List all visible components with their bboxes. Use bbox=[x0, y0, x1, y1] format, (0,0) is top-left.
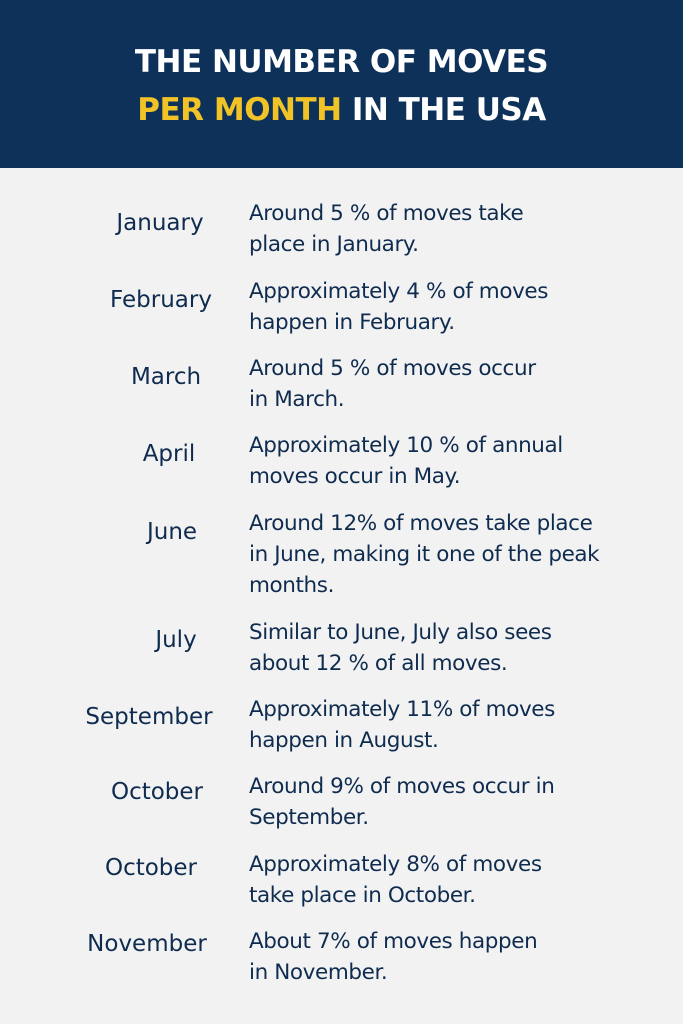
description-line: Similar to June, July also sees bbox=[249, 620, 552, 645]
month-label: October bbox=[104, 855, 198, 881]
description-line: in March. bbox=[249, 387, 345, 412]
description-line: Around 9% of moves occur in bbox=[249, 774, 555, 799]
description-line: take place in October. bbox=[249, 883, 476, 908]
month-label: January bbox=[116, 210, 204, 236]
description-line: September. bbox=[249, 805, 369, 830]
description-line: Approximately 8% of moves bbox=[249, 852, 542, 877]
header-banner bbox=[0, 0, 683, 168]
description-line: months. bbox=[249, 573, 335, 598]
description-line: in November. bbox=[249, 960, 388, 985]
month-description bbox=[249, 508, 649, 601]
month-description bbox=[249, 430, 649, 492]
month-label: February bbox=[110, 287, 212, 313]
description-line: about 12 % of all moves. bbox=[249, 651, 508, 676]
description-line: Approximately 10 % of annual bbox=[249, 433, 563, 458]
description-line: happen in February. bbox=[249, 310, 455, 335]
description-line: Approximately 11% of moves bbox=[249, 697, 555, 722]
month-description bbox=[249, 617, 649, 679]
month-label: March bbox=[130, 364, 202, 390]
description-line: Around 12% of moves take place bbox=[249, 511, 593, 536]
description-line: Approximately 4 % of moves bbox=[249, 279, 549, 304]
description-line: Around 5 % of moves occur bbox=[249, 356, 536, 381]
description-line: Around 5 % of moves take bbox=[249, 201, 524, 226]
month-label: June bbox=[146, 519, 198, 545]
month-label: October bbox=[110, 779, 204, 805]
month-description bbox=[249, 849, 649, 911]
month-label: July bbox=[155, 627, 197, 653]
description-line: moves occur in May. bbox=[249, 464, 461, 489]
description-line: place in January. bbox=[249, 232, 419, 257]
month-description bbox=[249, 694, 649, 756]
month-label: April bbox=[142, 441, 196, 467]
month-description bbox=[249, 353, 649, 415]
title-accent-text: PER MONTH bbox=[137, 92, 342, 128]
description-line: About 7% of moves happen bbox=[249, 929, 538, 954]
month-description bbox=[249, 771, 649, 833]
month-description bbox=[249, 276, 649, 338]
month-description bbox=[249, 926, 649, 988]
month-description bbox=[249, 198, 649, 260]
title-rest-text: IN THE USA bbox=[341, 92, 546, 128]
month-label: November bbox=[87, 931, 207, 957]
month-label: September bbox=[85, 704, 213, 730]
page-title-line-2 bbox=[0, 90, 683, 130]
page-title-line-1: THE NUMBER OF MOVES bbox=[134, 44, 549, 80]
description-line: in June, making it one of the peak bbox=[249, 542, 600, 567]
description-line: happen in August. bbox=[249, 728, 439, 753]
